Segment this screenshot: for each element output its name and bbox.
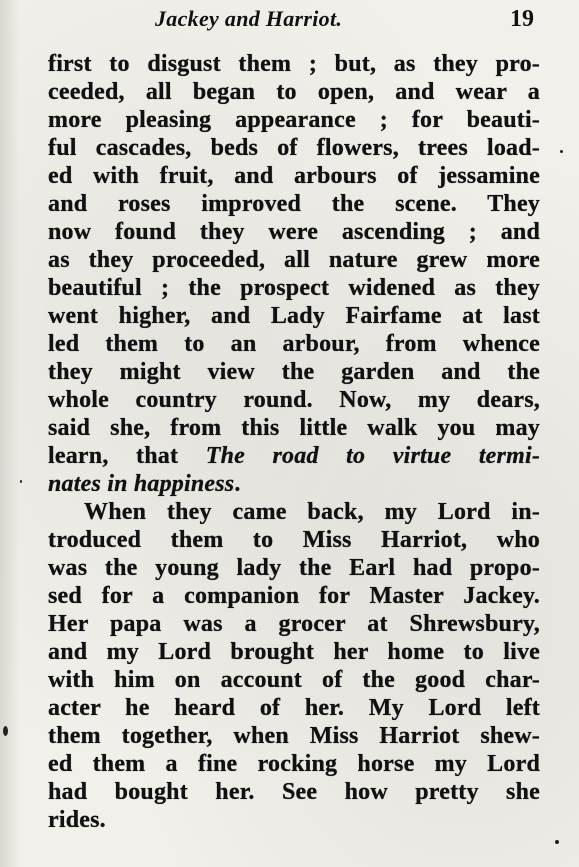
- text-line: was the young lady the Earl had propo-: [48, 555, 540, 581]
- scan-speck: [555, 840, 559, 844]
- running-header: [0, 4, 579, 34]
- text-line: ceeded, all began to open, and wear a: [48, 79, 540, 105]
- text-line: had bought her. See how pretty she: [48, 779, 540, 805]
- text-line: with him on account of the good char-: [48, 667, 540, 693]
- text-line: ed with fruit, and arbours of jessamine: [48, 163, 540, 189]
- page-edge-shadow: [0, 0, 20, 867]
- text-line: led them to an arbour, from whence: [48, 331, 540, 357]
- text-line: they might view the garden and the: [48, 359, 540, 385]
- text-line: When they came back, my Lord in-: [84, 499, 540, 525]
- text-line: [48, 470, 241, 498]
- text-line: troduced them to Miss Harriot, who: [48, 527, 540, 553]
- italic-quote: nates in happiness: [48, 471, 235, 497]
- text-line: rides.: [48, 807, 106, 833]
- text-segment: .: [234, 471, 241, 497]
- text-segment: learn, that: [48, 443, 179, 469]
- text-line: first to disgust them ; but, as they pro-: [48, 51, 540, 77]
- scan-speck: [3, 726, 8, 736]
- text-line: and roses improved the scene. They: [48, 191, 540, 217]
- running-title: Jackey and Harriot.: [155, 6, 343, 31]
- scan-speck: [560, 150, 563, 153]
- text-line: went higher, and Lady Fairfame at last: [48, 303, 540, 329]
- scan-speck: [20, 480, 22, 483]
- text-line: and my Lord brought her home to live: [48, 639, 540, 665]
- text-line: them together, when Miss Harriot shew-: [48, 723, 540, 749]
- text-line: more pleasing appearance ; for beauti-: [48, 107, 540, 133]
- text-line: acter he heard of her. My Lord left: [48, 695, 540, 721]
- page-number: 19: [510, 6, 534, 32]
- text-line: sed for a companion for Master Jackey.: [48, 583, 540, 609]
- text-line: [48, 442, 540, 470]
- text-line: as they proceeded, all nature grew more: [48, 247, 540, 273]
- italic-quote: The road to virtue termi-: [205, 443, 541, 469]
- text-line: ed them a fine rocking horse my Lord: [48, 751, 540, 777]
- text-line: ful cascades, beds of flowers, trees load-: [48, 135, 540, 161]
- text-line: said she, from this little walk you may: [48, 415, 540, 441]
- text-line: whole country round. Now, my dears,: [48, 387, 540, 413]
- text-line: beautiful ; the prospect widened as they: [48, 275, 540, 301]
- text-line: now found they were ascending ; and: [48, 219, 540, 245]
- text-line: Her papa was a grocer at Shrewsbury,: [48, 611, 540, 637]
